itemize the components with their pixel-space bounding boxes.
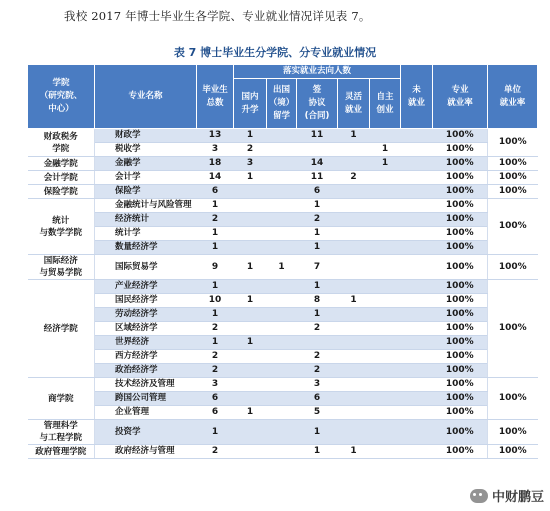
contract-cell: 5 xyxy=(297,406,338,420)
abroad-cell xyxy=(267,171,297,185)
college-cell: 国际经济 与贸易学院 xyxy=(28,255,95,280)
flexible-cell: 2 xyxy=(338,171,370,185)
unemployed-cell xyxy=(401,227,433,241)
self-cell xyxy=(370,420,401,445)
self-cell xyxy=(370,213,401,227)
unit-rate-cell: 100% xyxy=(488,445,538,459)
major-cell: 政府经济与管理 xyxy=(95,445,197,459)
flexible-cell xyxy=(338,143,370,157)
major-rate-cell: 100% xyxy=(433,185,488,199)
unemployed-cell xyxy=(401,445,433,459)
table-row xyxy=(28,199,538,213)
college-cell: 保险学院 xyxy=(28,185,95,199)
self-cell xyxy=(370,199,401,213)
table-row xyxy=(28,280,538,294)
graduates-cell: 9 xyxy=(197,255,234,280)
domestic-cell: 1 xyxy=(234,171,267,185)
major-rate-cell: 100% xyxy=(433,364,488,378)
self-cell: 1 xyxy=(370,157,401,171)
abroad-cell xyxy=(267,350,297,364)
domestic-cell xyxy=(234,322,267,336)
major-cell: 金融统计与风险管理 xyxy=(95,199,197,213)
header-major-rate: 专业 就业率 xyxy=(433,65,488,129)
unemployed-cell xyxy=(401,350,433,364)
graduates-cell: 1 xyxy=(197,241,234,255)
major-rate-cell: 100% xyxy=(433,241,488,255)
domestic-cell xyxy=(234,378,267,392)
college-cell: 财政税务 学院 xyxy=(28,129,95,157)
graduates-cell: 1 xyxy=(197,227,234,241)
major-cell: 投资学 xyxy=(95,420,197,445)
flexible-cell: 1 xyxy=(338,129,370,143)
abroad-cell xyxy=(267,241,297,255)
contract-cell: 2 xyxy=(297,213,338,227)
major-cell: 保险学 xyxy=(95,185,197,199)
major-cell: 世界经济 xyxy=(95,336,197,350)
self-cell xyxy=(370,227,401,241)
contract-cell: 1 xyxy=(297,241,338,255)
table-row xyxy=(28,241,538,255)
major-rate-cell: 100% xyxy=(433,406,488,420)
unemployed-cell xyxy=(401,364,433,378)
abroad-cell xyxy=(267,129,297,143)
domestic-cell: 1 xyxy=(234,294,267,308)
contract-cell: 8 xyxy=(297,294,338,308)
major-rate-cell: 100% xyxy=(433,445,488,459)
domestic-cell xyxy=(234,227,267,241)
contract-cell: 6 xyxy=(297,185,338,199)
employment-table xyxy=(27,64,538,459)
abroad-cell xyxy=(267,445,297,459)
abroad-cell xyxy=(267,280,297,294)
flexible-cell xyxy=(338,420,370,445)
contract-cell: 1 xyxy=(297,308,338,322)
major-rate-cell: 100% xyxy=(433,157,488,171)
table-body xyxy=(28,129,538,459)
unemployed-cell xyxy=(401,392,433,406)
major-cell: 企业管理 xyxy=(95,406,197,420)
college-cell: 商学院 xyxy=(28,378,95,420)
major-rate-cell: 100% xyxy=(433,171,488,185)
domestic-cell xyxy=(234,392,267,406)
major-cell: 国际贸易学 xyxy=(95,255,197,280)
flexible-cell: 1 xyxy=(338,445,370,459)
domestic-cell: 1 xyxy=(234,129,267,143)
major-cell: 政治经济学 xyxy=(95,364,197,378)
watermark-logo xyxy=(470,486,544,505)
flexible-cell xyxy=(338,255,370,280)
contract-cell: 11 xyxy=(297,171,338,185)
graduates-cell: 2 xyxy=(197,364,234,378)
domestic-cell xyxy=(234,308,267,322)
self-cell xyxy=(370,171,401,185)
header-college: 学院 （研究院、 中心） xyxy=(28,65,95,129)
table-row xyxy=(28,143,538,157)
table-row xyxy=(28,185,538,199)
abroad-cell xyxy=(267,336,297,350)
flexible-cell xyxy=(338,406,370,420)
major-rate-cell: 100% xyxy=(433,199,488,213)
self-cell xyxy=(370,406,401,420)
flexible-cell xyxy=(338,364,370,378)
unit-rate-cell: 100% xyxy=(488,255,538,280)
domestic-cell xyxy=(234,241,267,255)
contract-cell: 1 xyxy=(297,199,338,213)
unemployed-cell xyxy=(401,213,433,227)
abroad-cell xyxy=(267,392,297,406)
graduates-cell: 13 xyxy=(197,129,234,143)
contract-cell xyxy=(297,143,338,157)
abroad-cell xyxy=(267,227,297,241)
header-domestic: 国内 升学 xyxy=(234,79,267,129)
self-cell: 1 xyxy=(370,143,401,157)
unemployed-cell xyxy=(401,406,433,420)
flexible-cell xyxy=(338,241,370,255)
abroad-cell: 1 xyxy=(267,255,297,280)
self-cell xyxy=(370,350,401,364)
abroad-cell xyxy=(267,322,297,336)
college-cell: 会计学院 xyxy=(28,171,95,185)
self-cell xyxy=(370,280,401,294)
graduates-cell: 2 xyxy=(197,322,234,336)
unit-rate-cell: 100% xyxy=(488,129,538,157)
header-graduates: 毕业生 总数 xyxy=(197,65,234,129)
table-row xyxy=(28,255,538,280)
domestic-cell: 3 xyxy=(234,157,267,171)
graduates-cell: 6 xyxy=(197,392,234,406)
unemployed-cell xyxy=(401,129,433,143)
unemployed-cell xyxy=(401,378,433,392)
flexible-cell xyxy=(338,227,370,241)
unemployed-cell xyxy=(401,280,433,294)
domestic-cell xyxy=(234,199,267,213)
graduates-cell: 2 xyxy=(197,350,234,364)
domestic-cell xyxy=(234,445,267,459)
flexible-cell xyxy=(338,213,370,227)
contract-cell: 11 xyxy=(297,129,338,143)
table-row xyxy=(28,157,538,171)
abroad-cell xyxy=(267,420,297,445)
major-rate-cell: 100% xyxy=(433,294,488,308)
graduates-cell: 18 xyxy=(197,157,234,171)
table-row xyxy=(28,364,538,378)
flexible-cell xyxy=(338,322,370,336)
contract-cell: 2 xyxy=(297,364,338,378)
major-cell: 技术经济及管理 xyxy=(95,378,197,392)
unemployed-cell xyxy=(401,157,433,171)
table-row xyxy=(28,322,538,336)
table-row xyxy=(28,336,538,350)
flexible-cell xyxy=(338,392,370,406)
graduates-cell: 1 xyxy=(197,336,234,350)
major-rate-cell: 100% xyxy=(433,420,488,445)
domestic-cell xyxy=(234,350,267,364)
graduates-cell: 14 xyxy=(197,171,234,185)
abroad-cell xyxy=(267,378,297,392)
major-cell: 经济统计 xyxy=(95,213,197,227)
graduates-cell: 6 xyxy=(197,185,234,199)
major-cell: 国民经济学 xyxy=(95,294,197,308)
flexible-cell xyxy=(338,157,370,171)
flexible-cell xyxy=(338,378,370,392)
unemployed-cell xyxy=(401,308,433,322)
major-rate-cell: 100% xyxy=(433,280,488,294)
unemployed-cell xyxy=(401,255,433,280)
unit-rate-cell: 100% xyxy=(488,199,538,255)
major-cell: 区域经济学 xyxy=(95,322,197,336)
self-cell xyxy=(370,129,401,143)
flexible-cell xyxy=(338,280,370,294)
header-self: 自主 创业 xyxy=(370,79,401,129)
table-row xyxy=(28,171,538,185)
major-rate-cell: 100% xyxy=(433,322,488,336)
unemployed-cell xyxy=(401,241,433,255)
self-cell xyxy=(370,445,401,459)
unemployed-cell xyxy=(401,185,433,199)
header-unemployed: 未 就业 xyxy=(401,65,433,129)
self-cell xyxy=(370,322,401,336)
wechat-icon xyxy=(470,489,488,503)
header-contract: 签 协议 (合同) xyxy=(297,79,338,129)
abroad-cell xyxy=(267,308,297,322)
major-rate-cell: 100% xyxy=(433,213,488,227)
self-cell xyxy=(370,241,401,255)
header-abroad: 出国 （境） 留学 xyxy=(267,79,297,129)
major-rate-cell: 100% xyxy=(433,308,488,322)
graduates-cell: 1 xyxy=(197,420,234,445)
college-cell: 政府管理学院 xyxy=(28,445,95,459)
domestic-cell: 1 xyxy=(234,255,267,280)
self-cell xyxy=(370,294,401,308)
domestic-cell: 2 xyxy=(234,143,267,157)
flexible-cell: 1 xyxy=(338,294,370,308)
major-cell: 税收学 xyxy=(95,143,197,157)
major-rate-cell: 100% xyxy=(433,129,488,143)
unit-rate-cell: 100% xyxy=(488,171,538,185)
college-cell: 经济学院 xyxy=(28,280,95,378)
abroad-cell xyxy=(267,364,297,378)
major-cell: 产业经济学 xyxy=(95,280,197,294)
abroad-cell xyxy=(267,157,297,171)
abroad-cell xyxy=(267,143,297,157)
major-rate-cell: 100% xyxy=(433,350,488,364)
header-major: 专业名称 xyxy=(95,65,197,129)
flexible-cell xyxy=(338,336,370,350)
contract-cell: 2 xyxy=(297,350,338,364)
header-flexible: 灵活 就业 xyxy=(338,79,370,129)
domestic-cell xyxy=(234,280,267,294)
intro-paragraph: 我校 2017 年博士毕业生各学院、专业就业情况详见表 7。 xyxy=(64,9,371,23)
major-rate-cell: 100% xyxy=(433,392,488,406)
graduates-cell: 2 xyxy=(197,445,234,459)
header-destination-group: 落实就业去向人数 xyxy=(234,65,401,79)
contract-cell: 1 xyxy=(297,420,338,445)
major-rate-cell: 100% xyxy=(433,378,488,392)
table-row xyxy=(28,350,538,364)
graduates-cell: 1 xyxy=(197,280,234,294)
contract-cell: 3 xyxy=(297,378,338,392)
abroad-cell xyxy=(267,406,297,420)
table-row xyxy=(28,392,538,406)
unit-rate-cell: 100% xyxy=(488,420,538,445)
major-rate-cell: 100% xyxy=(433,336,488,350)
major-rate-cell: 100% xyxy=(433,143,488,157)
major-cell: 西方经济学 xyxy=(95,350,197,364)
header-unit-rate: 单位 就业率 xyxy=(488,65,538,129)
major-cell: 劳动经济学 xyxy=(95,308,197,322)
major-cell: 会计学 xyxy=(95,171,197,185)
graduates-cell: 10 xyxy=(197,294,234,308)
domestic-cell xyxy=(234,420,267,445)
flexible-cell xyxy=(338,308,370,322)
self-cell xyxy=(370,308,401,322)
contract-cell: 7 xyxy=(297,255,338,280)
major-cell: 统计学 xyxy=(95,227,197,241)
self-cell xyxy=(370,255,401,280)
unemployed-cell xyxy=(401,199,433,213)
abroad-cell xyxy=(267,185,297,199)
contract-cell: 1 xyxy=(297,280,338,294)
graduates-cell: 3 xyxy=(197,378,234,392)
unemployed-cell xyxy=(401,143,433,157)
unemployed-cell xyxy=(401,420,433,445)
table-row xyxy=(28,420,538,445)
flexible-cell xyxy=(338,199,370,213)
unemployed-cell xyxy=(401,294,433,308)
domestic-cell: 1 xyxy=(234,336,267,350)
table-row xyxy=(28,294,538,308)
college-cell: 金融学院 xyxy=(28,157,95,171)
graduates-cell: 3 xyxy=(197,143,234,157)
table-header xyxy=(28,65,538,129)
self-cell xyxy=(370,185,401,199)
abroad-cell xyxy=(267,294,297,308)
self-cell xyxy=(370,364,401,378)
watermark-text: 中财鹏豆 xyxy=(491,490,544,505)
domestic-cell xyxy=(234,364,267,378)
unit-rate-cell: 100% xyxy=(488,157,538,171)
table-row xyxy=(28,406,538,420)
graduates-cell: 1 xyxy=(197,308,234,322)
unemployed-cell xyxy=(401,322,433,336)
unemployed-cell xyxy=(401,336,433,350)
major-rate-cell: 100% xyxy=(433,255,488,280)
domestic-cell xyxy=(234,185,267,199)
contract-cell: 1 xyxy=(297,445,338,459)
flexible-cell xyxy=(338,350,370,364)
table-row xyxy=(28,308,538,322)
major-cell: 跨国公司管理 xyxy=(95,392,197,406)
unemployed-cell xyxy=(401,171,433,185)
flexible-cell xyxy=(338,185,370,199)
contract-cell: 2 xyxy=(297,322,338,336)
college-cell: 管理科学 与工程学院 xyxy=(28,420,95,445)
abroad-cell xyxy=(267,213,297,227)
abroad-cell xyxy=(267,199,297,213)
table-title: 表 7 博士毕业生分学院、分专业就业情况 xyxy=(173,46,377,59)
table-row xyxy=(28,213,538,227)
graduates-cell: 6 xyxy=(197,406,234,420)
major-cell: 财政学 xyxy=(95,129,197,143)
contract-cell: 1 xyxy=(297,227,338,241)
table-row xyxy=(28,378,538,392)
major-cell: 金融学 xyxy=(95,157,197,171)
college-cell: 统计 与数学学院 xyxy=(28,199,95,255)
unit-rate-cell: 100% xyxy=(488,378,538,420)
major-rate-cell: 100% xyxy=(433,227,488,241)
table-row xyxy=(28,129,538,143)
table-row xyxy=(28,227,538,241)
unit-rate-cell: 100% xyxy=(488,185,538,199)
graduates-cell: 2 xyxy=(197,213,234,227)
self-cell xyxy=(370,392,401,406)
table-row xyxy=(28,445,538,459)
unit-rate-cell: 100% xyxy=(488,280,538,378)
domestic-cell: 1 xyxy=(234,406,267,420)
self-cell xyxy=(370,378,401,392)
graduates-cell: 1 xyxy=(197,199,234,213)
domestic-cell xyxy=(234,213,267,227)
contract-cell: 14 xyxy=(297,157,338,171)
contract-cell xyxy=(297,336,338,350)
self-cell xyxy=(370,336,401,350)
contract-cell: 6 xyxy=(297,392,338,406)
major-cell: 数量经济学 xyxy=(95,241,197,255)
